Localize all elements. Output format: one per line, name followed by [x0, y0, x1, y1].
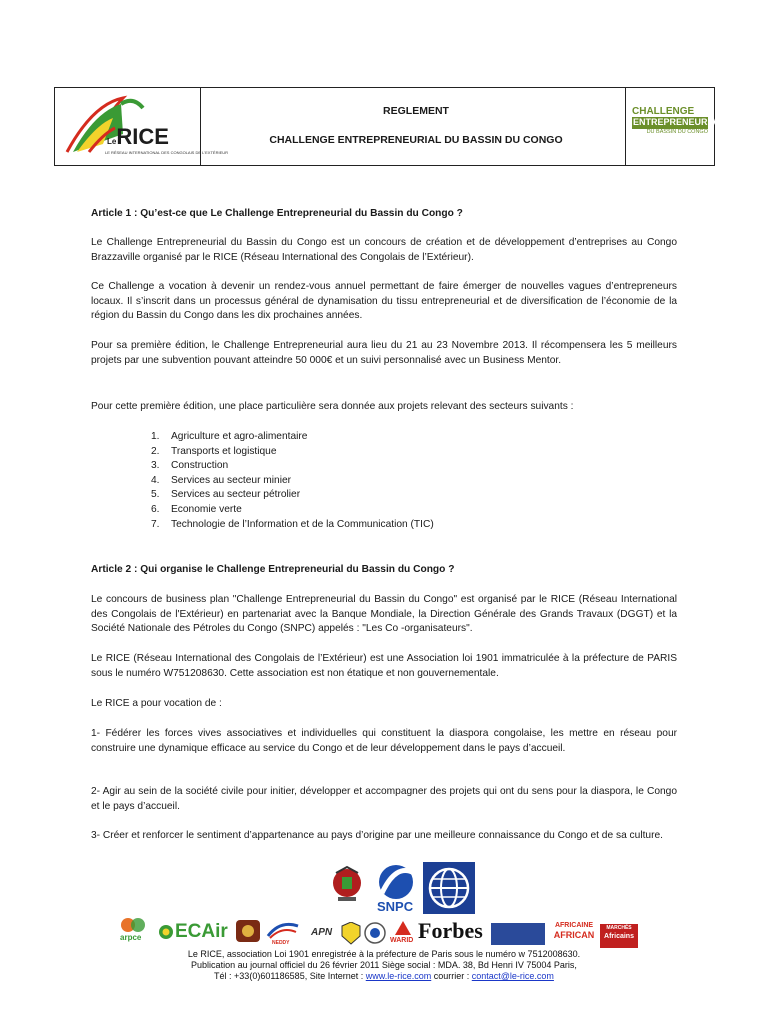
- partner-emblem-icon: [340, 922, 362, 946]
- warid-logo-icon: [394, 920, 412, 936]
- africains-logo-text: Africains: [604, 933, 634, 940]
- paragraph: Le concours de business plan "Challenge Entrepreneurial du Bassin du Congo" est organisé par le RICE (Réseau International des Congolais de l'Extérieur) en partenariat avec la Banque Mondiale, la Direction Générale des Grands Travaux (DGGT) et la Société Nationale des Pétroles du Congo (SNPC) appelés : "Les Co -organisateurs".: [91, 594, 677, 635]
- africaine-logo: [551, 921, 597, 947]
- header-title-cell: [201, 88, 631, 165]
- article2-paragraph1: [91, 593, 677, 637]
- paragraph: Le RICE (Réseau International des Congolais de l’Extérieur) est une Association loi 1901 immatriculée à la préfecture de PARIS sous le numéro W751208630. Cette association est non étatique et non gouvernementale.: [91, 653, 677, 679]
- article-heading: Article 1 : Qu’est-ce que Le Challenge Entrepreneurial du Bassin du Congo ?: [91, 208, 463, 219]
- page-subtitle: CHALLENGE ENTREPRENEURIAL DU BASSIN DU CONGO: [269, 134, 563, 146]
- list-item: 3. Construction: [151, 460, 229, 472]
- article2-paragraph4: [91, 727, 677, 756]
- email-link[interactable]: contact@le-rice.com: [471, 971, 554, 981]
- partner-seal-icon: [364, 922, 386, 944]
- footer-mail-label: courrier :: [431, 971, 472, 981]
- paragraph: Ce Challenge a vocation à devenir un rendez-vous annuel permettant de faire émerger de nouvelles vagues d’entrepreneurs locaux. Il s’inscrit dans un processus général de dynamisation du tissu entrepreneurial et de diversification de l’économie de la région du Bassin du Congo dans les dix prochaines années.: [91, 281, 677, 322]
- paragraph: 3- Créer et renforcer le sentiment d’appartenance au pays d’origine par une meilleure connaissance du Congo et de sa culture.: [91, 830, 663, 841]
- congo-coat-of-arms-icon: [324, 863, 370, 909]
- arpce-logo-icon: [118, 916, 150, 934]
- marches-logo-text: MARCHÉS: [606, 925, 632, 931]
- article1-title: [91, 207, 677, 222]
- list-item: 2. Transports et logistique: [151, 445, 277, 457]
- forbes-logo-text: Forbes: [418, 918, 483, 943]
- paragraph: Pour cette première édition, une place particulière sera donnée aux projets relevant des secteurs suivants :: [91, 401, 574, 412]
- paragraph: 2- Agir au sein de la société civile pour initier, développer et accompagner des projets qui ont du sens pour la diaspora, le Congo et le pays d’accueil.: [91, 786, 677, 812]
- rice-logo-tagline: LE RÉSEAU INTERNATIONAL DES CONGOLAIS DE L'EXTÉRIEUR: [105, 150, 229, 155]
- challenge-logo-line1: CHALLENGE: [632, 106, 695, 117]
- article2-paragraph2: [91, 652, 677, 681]
- challenge-logo-line2: ENTREPRENEURIAL2013: [633, 117, 736, 127]
- challenge-logo-cell: [625, 88, 736, 165]
- article2-paragraph5: [91, 785, 677, 814]
- snpc-logo-icon: [374, 863, 418, 901]
- list-item: 6. Economie verte: [151, 503, 242, 515]
- snpc-logo-text: SNPC: [377, 899, 414, 914]
- list-item: 4. Services au secteur minier: [151, 474, 292, 486]
- ecair-logo-icon: [158, 924, 174, 940]
- article-heading: Article 2 : Qui organise le Challenge Entrepreneurial du Bassin du Congo ?: [91, 564, 455, 575]
- neddy-logo-icon: [266, 920, 300, 940]
- rice-logo-text: LeRICE: [107, 124, 169, 149]
- apn-logo-text: APN: [311, 927, 333, 938]
- rice-logo-cell: [55, 88, 229, 165]
- paragraph: 1- Fédérer les forces vives associatives et individuelles qui constituent la diaspora congolaise, les mettre en réseau pour construire une dynamique efficace au service du Congo et de leur développement dans le pays d’accueil.: [91, 728, 677, 754]
- footer-line2: Publication au journal officiel du 26 février 2011 Siège social : MDA. 38, Bd Henri IV 75004 Paris,: [191, 960, 577, 970]
- partner-logos: [0, 860, 768, 955]
- african-logo-text: AFRICAN: [553, 930, 595, 940]
- document-header: [54, 87, 736, 166]
- neddy-logo-text: NEDDY: [272, 940, 290, 946]
- page-title: REGLEMENT: [383, 105, 449, 117]
- article2-paragraph6: [91, 829, 677, 844]
- website-link[interactable]: www.le-rice.com: [365, 971, 432, 981]
- marches-africains-logo: [600, 924, 638, 948]
- world-bank-logo-icon: [423, 862, 475, 914]
- ecair-logo-text: ECAir: [175, 921, 228, 942]
- sector-list: [151, 430, 434, 532]
- magazine-logo: [491, 923, 545, 945]
- challenge-logo: [632, 106, 736, 136]
- arpce-logo-text: arpce: [120, 933, 142, 942]
- list-item: 1. Agriculture et agro-alimentaire: [151, 431, 308, 442]
- paragraph: Le Challenge Entrepreneurial du Bassin du Congo est un concours de création et de développement d’entreprises au Congo Brazzaville organisé par le RICE (Réseau International des Congolais de l’Extérieur).: [91, 237, 677, 263]
- article1-paragraph2: [91, 280, 677, 324]
- list-item: 5. Services au secteur pétrolier: [151, 489, 301, 501]
- footer-phone-text: Tél : +33(0)601186585, Site Internet :: [214, 971, 366, 981]
- list-item: 7. Technologie de l’Information et de la Communication (TIC): [151, 518, 434, 530]
- challenge-logo-line3: DU BASSIN DU CONGO: [646, 129, 708, 135]
- footer-line1: Le RICE, association Loi 1901 enregistrée à la préfecture de Paris sous le numéro w 7512008630.: [187, 949, 581, 959]
- africaine-logo-text: AFRICAINE: [554, 922, 594, 929]
- article1-paragraph1: [91, 236, 677, 265]
- article1-paragraph3: [91, 339, 677, 368]
- paragraph: Pour sa première édition, le Challenge Entrepreneurial aura lieu du 21 au 23 Novembre 2013. Il récompensera les 5 meilleurs projets par une subvention pouvant atteindre 50 000€ et un suivi personnalisé avec un Business Mentor.: [91, 340, 677, 366]
- footer-line3: [0, 971, 768, 982]
- emblem-logo-icon: [234, 918, 262, 944]
- article1-paragraph4: [91, 400, 677, 415]
- article2-paragraph3: [91, 697, 677, 712]
- paragraph: Le RICE a pour vocation de :: [91, 698, 222, 709]
- warid-logo-text: WARID: [390, 937, 414, 944]
- article2-title: [91, 563, 677, 578]
